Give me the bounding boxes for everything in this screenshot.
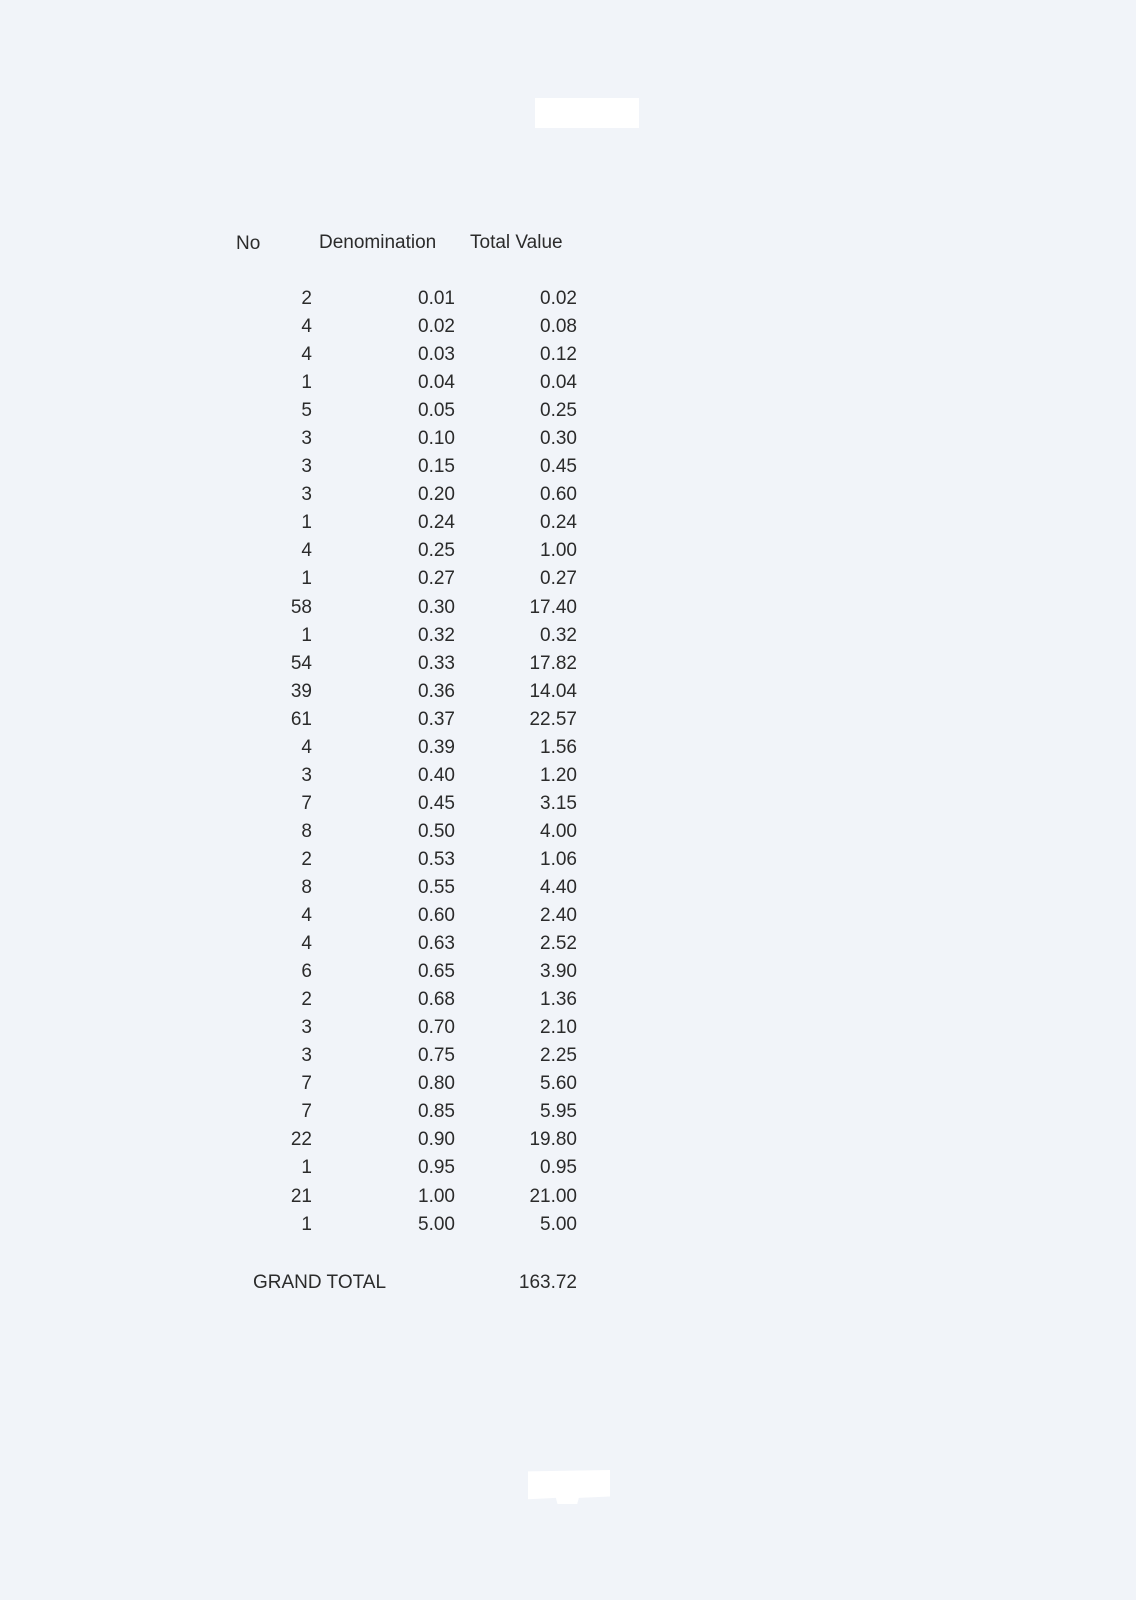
row-total-value: 0.32 bbox=[540, 624, 577, 646]
row-count: 7 bbox=[301, 792, 312, 814]
row-count: 4 bbox=[301, 540, 312, 562]
redaction-bottom bbox=[528, 1470, 610, 1504]
row-denomination: 5.00 bbox=[418, 1213, 455, 1235]
table-row bbox=[0, 481, 1136, 509]
row-denomination: 0.75 bbox=[418, 1045, 455, 1067]
table-row bbox=[0, 425, 1136, 453]
table-row bbox=[0, 509, 1136, 537]
row-total-value: 2.40 bbox=[540, 905, 577, 927]
row-count: 1 bbox=[301, 1157, 312, 1179]
table-row bbox=[0, 734, 1136, 762]
row-total-value: 0.12 bbox=[540, 344, 577, 366]
row-count: 4 bbox=[301, 933, 312, 955]
table-row bbox=[0, 537, 1136, 565]
row-denomination: 0.53 bbox=[418, 848, 455, 870]
row-denomination: 0.55 bbox=[418, 876, 455, 898]
table-row bbox=[0, 1042, 1136, 1070]
row-total-value: 4.00 bbox=[540, 820, 577, 842]
column-header-total-value: Total Value bbox=[470, 232, 563, 253]
column-header-no: No bbox=[236, 233, 261, 254]
table-row bbox=[0, 1126, 1136, 1154]
table-row bbox=[0, 930, 1136, 958]
row-count: 61 bbox=[290, 708, 312, 730]
table-row bbox=[0, 846, 1136, 874]
row-count: 1 bbox=[301, 372, 312, 394]
row-count: 39 bbox=[290, 680, 312, 702]
table-row bbox=[0, 762, 1136, 790]
row-total-value: 3.15 bbox=[540, 792, 577, 814]
row-total-value: 2.52 bbox=[540, 933, 577, 955]
column-header-denomination: Denomination bbox=[319, 232, 437, 253]
row-denomination: 1.00 bbox=[418, 1185, 455, 1207]
table-row bbox=[0, 453, 1136, 481]
row-denomination: 0.95 bbox=[418, 1157, 455, 1179]
table-row bbox=[0, 706, 1136, 734]
table-row bbox=[0, 958, 1136, 986]
table-row bbox=[0, 790, 1136, 818]
table-row bbox=[0, 1014, 1136, 1042]
row-count: 22 bbox=[290, 1129, 312, 1151]
row-total-value: 0.30 bbox=[540, 428, 577, 450]
row-total-value: 5.00 bbox=[540, 1213, 577, 1235]
row-denomination: 0.15 bbox=[418, 456, 455, 478]
row-total-value: 0.27 bbox=[540, 568, 577, 590]
row-count: 2 bbox=[301, 989, 312, 1011]
table-row bbox=[0, 285, 1136, 313]
row-total-value: 0.04 bbox=[540, 372, 577, 394]
row-count: 2 bbox=[301, 288, 312, 309]
row-total-value: 0.02 bbox=[540, 288, 577, 309]
row-count: 2 bbox=[301, 848, 312, 870]
row-denomination: 0.40 bbox=[418, 764, 455, 786]
table-row bbox=[0, 874, 1136, 902]
row-total-value: 1.20 bbox=[540, 764, 577, 786]
row-denomination: 0.39 bbox=[418, 736, 455, 758]
row-denomination: 0.05 bbox=[418, 400, 455, 422]
row-total-value: 17.82 bbox=[529, 652, 577, 674]
row-total-value: 19.80 bbox=[529, 1129, 577, 1151]
row-count: 3 bbox=[301, 764, 312, 786]
table-row bbox=[0, 565, 1136, 593]
table-row bbox=[0, 650, 1136, 678]
row-denomination: 0.33 bbox=[418, 652, 455, 674]
row-total-value: 3.90 bbox=[540, 961, 577, 983]
table-row bbox=[0, 986, 1136, 1014]
grand-total-label: GRAND TOTAL bbox=[253, 1272, 387, 1293]
row-count: 3 bbox=[301, 428, 312, 450]
row-denomination: 0.10 bbox=[418, 428, 455, 450]
table-row bbox=[0, 1211, 1136, 1239]
row-denomination: 0.27 bbox=[418, 568, 455, 590]
table-row bbox=[0, 678, 1136, 706]
row-count: 4 bbox=[301, 316, 312, 338]
row-denomination: 0.63 bbox=[418, 933, 455, 955]
row-count: 21 bbox=[290, 1185, 312, 1207]
row-denomination: 0.68 bbox=[418, 989, 455, 1011]
row-count: 4 bbox=[301, 736, 312, 758]
row-denomination: 0.85 bbox=[418, 1101, 455, 1123]
table-row bbox=[0, 369, 1136, 397]
row-total-value: 1.00 bbox=[540, 540, 577, 562]
row-total-value: 0.45 bbox=[540, 456, 577, 478]
row-total-value: 21.00 bbox=[529, 1185, 577, 1207]
row-total-value: 2.25 bbox=[540, 1045, 577, 1067]
table-row bbox=[0, 1183, 1136, 1211]
row-denomination: 0.60 bbox=[418, 905, 455, 927]
row-count: 5 bbox=[301, 400, 312, 422]
row-count: 7 bbox=[301, 1073, 312, 1095]
row-denomination: 0.80 bbox=[418, 1073, 455, 1095]
row-total-value: 0.60 bbox=[540, 484, 577, 506]
row-count: 58 bbox=[290, 596, 312, 618]
row-denomination: 0.30 bbox=[418, 596, 455, 618]
row-denomination: 0.02 bbox=[418, 316, 455, 338]
row-count: 3 bbox=[301, 1017, 312, 1039]
redaction-top bbox=[535, 98, 639, 128]
row-denomination: 0.90 bbox=[418, 1129, 455, 1151]
grand-total-value: 163.72 bbox=[518, 1272, 577, 1293]
denomination-table bbox=[0, 285, 1136, 1239]
row-denomination: 0.24 bbox=[418, 512, 455, 534]
table-row bbox=[0, 818, 1136, 846]
table-row bbox=[0, 341, 1136, 369]
row-denomination: 0.65 bbox=[418, 961, 455, 983]
row-count: 4 bbox=[301, 905, 312, 927]
table-row bbox=[0, 313, 1136, 341]
row-denomination: 0.01 bbox=[418, 288, 455, 309]
row-count: 4 bbox=[301, 344, 312, 366]
row-denomination: 0.03 bbox=[418, 344, 455, 366]
row-total-value: 0.25 bbox=[540, 400, 577, 422]
row-count: 1 bbox=[301, 1213, 312, 1235]
row-total-value: 17.40 bbox=[529, 596, 577, 618]
row-count: 3 bbox=[301, 484, 312, 506]
row-count: 3 bbox=[301, 456, 312, 478]
row-total-value: 5.95 bbox=[540, 1101, 577, 1123]
row-count: 8 bbox=[301, 820, 312, 842]
row-denomination: 0.50 bbox=[418, 820, 455, 842]
row-count: 7 bbox=[301, 1101, 312, 1123]
row-total-value: 14.04 bbox=[529, 680, 577, 702]
row-total-value: 1.36 bbox=[540, 989, 577, 1011]
row-total-value: 0.08 bbox=[540, 316, 577, 338]
table-row bbox=[0, 397, 1136, 425]
row-total-value: 5.60 bbox=[540, 1073, 577, 1095]
row-count: 1 bbox=[301, 512, 312, 534]
row-denomination: 0.32 bbox=[418, 624, 455, 646]
table-row bbox=[0, 902, 1136, 930]
row-denomination: 0.45 bbox=[418, 792, 455, 814]
table-row bbox=[0, 1070, 1136, 1098]
row-denomination: 0.36 bbox=[418, 680, 455, 702]
row-count: 1 bbox=[301, 624, 312, 646]
row-total-value: 22.57 bbox=[529, 708, 577, 730]
row-total-value: 0.95 bbox=[540, 1157, 577, 1179]
row-count: 8 bbox=[301, 876, 312, 898]
row-denomination: 0.04 bbox=[418, 372, 455, 394]
row-denomination: 0.70 bbox=[418, 1017, 455, 1039]
row-total-value: 2.10 bbox=[540, 1017, 577, 1039]
row-total-value: 4.40 bbox=[540, 876, 577, 898]
row-total-value: 1.56 bbox=[540, 736, 577, 758]
row-count: 54 bbox=[290, 652, 312, 674]
row-denomination: 0.20 bbox=[418, 484, 455, 506]
row-count: 1 bbox=[301, 568, 312, 590]
row-count: 6 bbox=[301, 961, 312, 983]
row-total-value: 0.24 bbox=[540, 512, 577, 534]
row-total-value: 1.06 bbox=[540, 848, 577, 870]
table-row bbox=[0, 622, 1136, 650]
table-row bbox=[0, 1098, 1136, 1126]
table-row bbox=[0, 1154, 1136, 1182]
table-row bbox=[0, 594, 1136, 622]
row-denomination: 0.25 bbox=[418, 540, 455, 562]
row-denomination: 0.37 bbox=[418, 708, 455, 730]
row-count: 3 bbox=[301, 1045, 312, 1067]
